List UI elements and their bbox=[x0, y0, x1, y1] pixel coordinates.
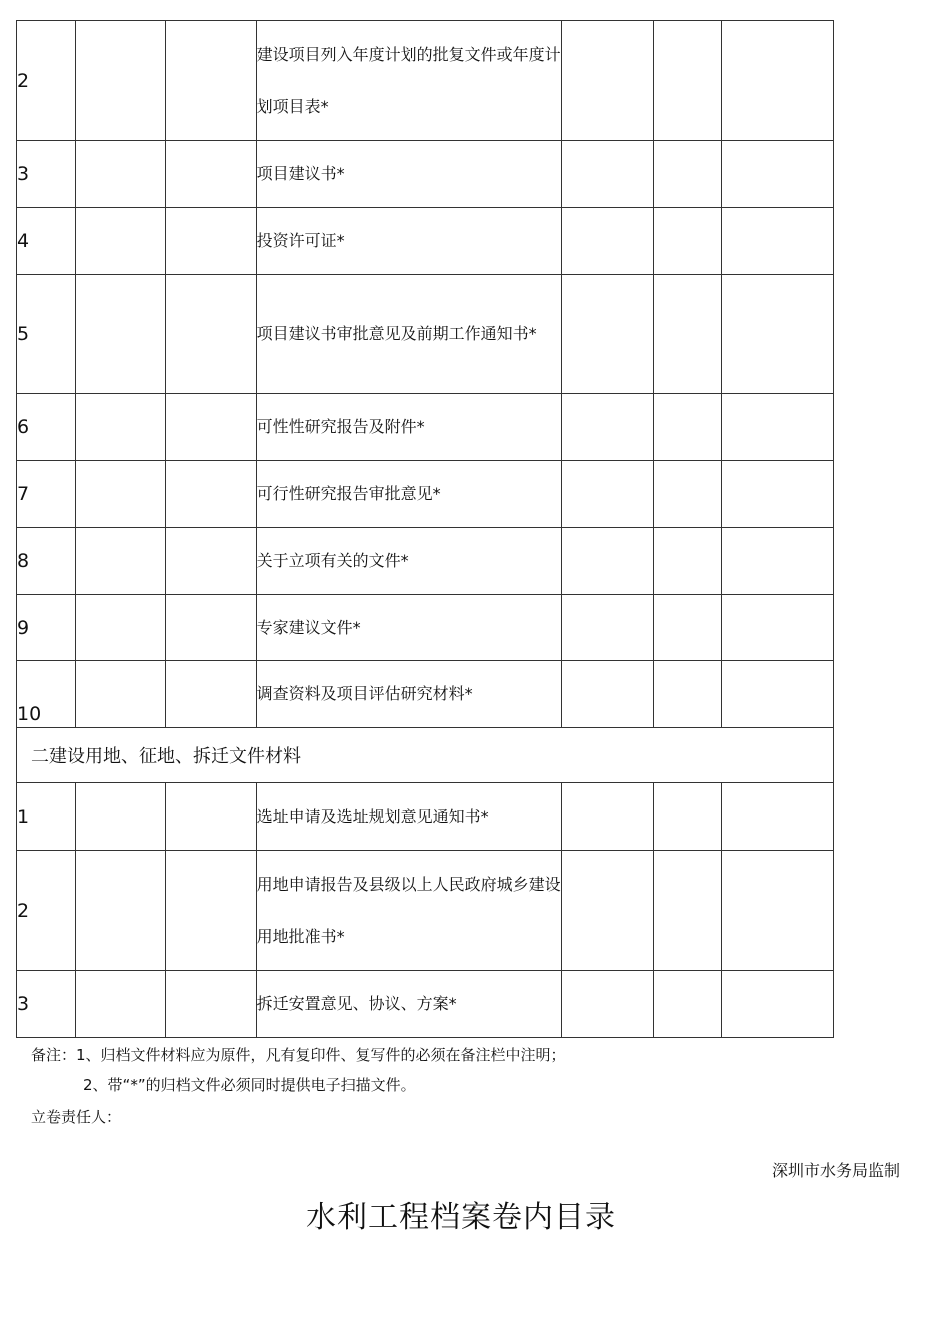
row-number: 5 bbox=[17, 275, 76, 394]
notes-block bbox=[31, 1040, 566, 1100]
row-title: 调查资料及项目评估研究材料* bbox=[256, 661, 562, 728]
empty-cell bbox=[653, 595, 721, 661]
row-number: 1 bbox=[17, 783, 76, 851]
empty-cell bbox=[653, 208, 721, 275]
empty-cell bbox=[166, 971, 256, 1038]
row-title: 用地申请报告及县级以上人民政府城乡建设用地批准书* bbox=[256, 851, 562, 971]
table-row bbox=[17, 275, 834, 394]
empty-cell bbox=[653, 275, 721, 394]
empty-cell bbox=[721, 275, 833, 394]
empty-cell bbox=[166, 661, 256, 728]
row-number: 2 bbox=[17, 851, 76, 971]
row-number: 8 bbox=[17, 528, 76, 595]
empty-cell bbox=[562, 141, 653, 208]
empty-cell bbox=[721, 971, 833, 1038]
empty-cell bbox=[166, 528, 256, 595]
empty-cell bbox=[562, 21, 653, 141]
empty-cell bbox=[562, 394, 653, 461]
row-title: 拆迁安置意见、协议、方案* bbox=[256, 971, 562, 1038]
empty-cell bbox=[76, 851, 166, 971]
empty-cell bbox=[562, 208, 653, 275]
empty-cell bbox=[562, 595, 653, 661]
row-number: 2 bbox=[17, 21, 76, 141]
empty-cell bbox=[562, 971, 653, 1038]
empty-cell bbox=[653, 528, 721, 595]
table-row bbox=[17, 595, 834, 661]
empty-cell bbox=[76, 141, 166, 208]
empty-cell bbox=[166, 595, 256, 661]
empty-cell bbox=[721, 528, 833, 595]
empty-cell bbox=[76, 595, 166, 661]
empty-cell bbox=[166, 851, 256, 971]
table-row bbox=[17, 21, 834, 141]
empty-cell bbox=[653, 21, 721, 141]
empty-cell bbox=[653, 394, 721, 461]
row-number: 3 bbox=[17, 141, 76, 208]
empty-cell bbox=[721, 208, 833, 275]
row-title: 专家建议文件* bbox=[256, 595, 562, 661]
empty-cell bbox=[653, 971, 721, 1038]
empty-cell bbox=[76, 528, 166, 595]
empty-cell bbox=[562, 528, 653, 595]
table-row bbox=[17, 783, 834, 851]
empty-cell bbox=[721, 394, 833, 461]
empty-cell bbox=[166, 394, 256, 461]
archive-table bbox=[16, 20, 834, 1038]
row-title: 可性性研究报告及附件* bbox=[256, 394, 562, 461]
empty-cell bbox=[721, 783, 833, 851]
empty-cell bbox=[166, 141, 256, 208]
empty-cell bbox=[76, 971, 166, 1038]
row-number: 7 bbox=[17, 461, 76, 528]
row-title: 可行性研究报告审批意见* bbox=[256, 461, 562, 528]
empty-cell bbox=[562, 661, 653, 728]
responsible-person-label: 立卷责任人： bbox=[31, 1108, 122, 1126]
empty-cell bbox=[562, 851, 653, 971]
empty-cell bbox=[166, 208, 256, 275]
empty-cell bbox=[166, 275, 256, 394]
row-number: 10 bbox=[17, 661, 76, 728]
empty-cell bbox=[653, 783, 721, 851]
empty-cell bbox=[562, 783, 653, 851]
table-row bbox=[17, 971, 834, 1038]
row-number: 6 bbox=[17, 394, 76, 461]
empty-cell bbox=[721, 595, 833, 661]
table-row bbox=[17, 141, 834, 208]
table-row bbox=[17, 394, 834, 461]
row-title: 投资许可证* bbox=[256, 208, 562, 275]
empty-cell bbox=[721, 851, 833, 971]
empty-cell bbox=[653, 141, 721, 208]
empty-cell bbox=[166, 783, 256, 851]
empty-cell bbox=[562, 275, 653, 394]
issuer-label: 深圳市水务局监制 bbox=[771, 1161, 900, 1180]
empty-cell bbox=[166, 21, 256, 141]
table-row bbox=[17, 461, 834, 528]
table-row bbox=[17, 851, 834, 971]
row-title: 建设项目列入年度计划的批复文件或年度计划项目表* bbox=[256, 21, 562, 141]
empty-cell bbox=[76, 208, 166, 275]
section-row bbox=[17, 728, 834, 783]
table-row bbox=[17, 661, 834, 728]
row-number: 3 bbox=[17, 971, 76, 1038]
empty-cell bbox=[721, 141, 833, 208]
empty-cell bbox=[166, 461, 256, 528]
empty-cell bbox=[721, 21, 833, 141]
table-row bbox=[17, 528, 834, 595]
section-heading: 二建设用地、征地、拆迁文件材料 bbox=[17, 728, 834, 783]
empty-cell bbox=[76, 394, 166, 461]
row-number: 4 bbox=[17, 208, 76, 275]
empty-cell bbox=[76, 461, 166, 528]
document-title: 水利工程档案卷内目录 bbox=[306, 1200, 616, 1235]
row-title: 项目建议书审批意见及前期工作通知书* bbox=[256, 275, 562, 394]
row-number: 9 bbox=[17, 595, 76, 661]
empty-cell bbox=[76, 783, 166, 851]
empty-cell bbox=[653, 661, 721, 728]
empty-cell bbox=[721, 661, 833, 728]
row-title: 选址申请及选址规划意见通知书* bbox=[256, 783, 562, 851]
note-line-2: 2、带“*”的归档文件必须同时提供电子扫描文件。 bbox=[83, 1076, 416, 1094]
empty-cell bbox=[653, 851, 721, 971]
empty-cell bbox=[721, 461, 833, 528]
row-title: 关于立项有关的文件* bbox=[256, 528, 562, 595]
empty-cell bbox=[76, 661, 166, 728]
empty-cell bbox=[562, 461, 653, 528]
note-line-1: 备注：1、归档文件材料应为原件，凡有复印件、复写件的必须在备注栏中注明； bbox=[31, 1046, 566, 1064]
empty-cell bbox=[653, 461, 721, 528]
empty-cell bbox=[76, 21, 166, 141]
row-title: 项目建议书* bbox=[256, 141, 562, 208]
empty-cell bbox=[76, 275, 166, 394]
table-row bbox=[17, 208, 834, 275]
